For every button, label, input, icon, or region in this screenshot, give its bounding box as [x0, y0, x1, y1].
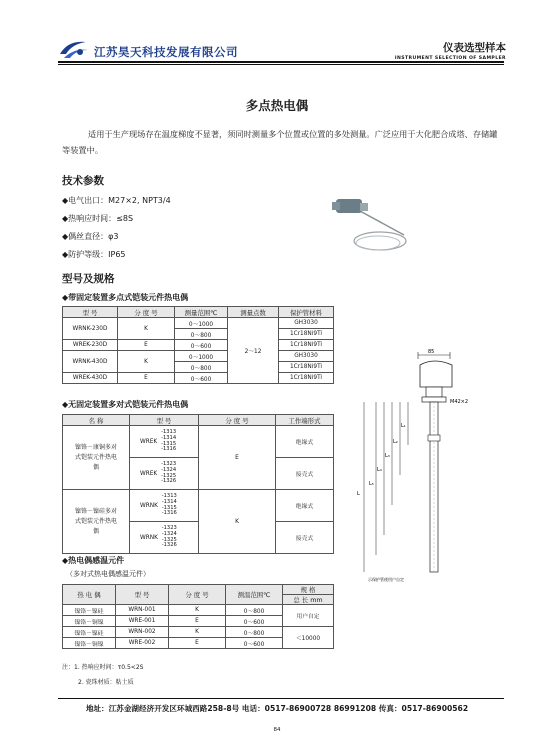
- cell-mat: 1Cr18Ni9Ti: [279, 373, 334, 384]
- spec-item: ◆电气出口：M27×2, NPT3/4: [62, 196, 171, 205]
- spec-item: ◆偶丝直径：φ3: [62, 232, 119, 241]
- cell-grad: K: [169, 605, 226, 616]
- cell-grad: E: [199, 426, 276, 490]
- model-prefix: WRNK: [140, 534, 158, 541]
- cell-tc: 镍铬－铜镍: [63, 616, 116, 627]
- model-code: -1314: [161, 434, 177, 441]
- col-header: 分 度 号: [118, 307, 175, 318]
- col-header: 分 度 号: [199, 415, 276, 426]
- cell-grad: K: [118, 351, 175, 373]
- cell-model: WRE-002: [116, 638, 169, 649]
- model-code: -1315: [161, 504, 177, 511]
- cell-range: 0～1000: [175, 351, 228, 362]
- dim-length-label: L: [357, 491, 360, 497]
- table-sensing-element: [62, 584, 334, 649]
- cell-name: 镍铬－康铜多对式铠装元件热电偶: [63, 426, 130, 490]
- cell-mat: 1Cr18Ni9Ti: [279, 362, 334, 373]
- cell-mat: GH3030: [279, 351, 334, 362]
- company-logo: [58, 38, 90, 60]
- cell-tc: 镍铬－铜镍: [63, 638, 116, 649]
- cell-model: WRN-001: [116, 605, 169, 616]
- col-header: 型 号: [116, 585, 169, 605]
- footer-contact: 地址：江苏金湖经济开发区环城西路258-8号 电话：0517-86900728 86991208 传真：0517-86900562: [85, 704, 469, 713]
- model-code: -1323: [161, 525, 177, 532]
- cell-mat: 1Cr18Ni9Ti: [279, 340, 334, 351]
- cell-mat: 1Cr18Ni9Ti: [279, 329, 334, 340]
- model-code: -1316: [161, 510, 177, 517]
- model-code: -1325: [161, 472, 177, 479]
- dim-length-label: L₅: [369, 481, 374, 487]
- model-code: -1313: [161, 429, 177, 436]
- cell-length: ＜10000: [283, 627, 334, 649]
- cell-model-group: [130, 522, 199, 554]
- intro-paragraph: 适用于生产现场存在温度梯度不显著，须同时测量多个位置或位置的多处测量。广泛应用于大化肥合成塔、存储罐等装置中。: [62, 129, 498, 155]
- doc-title-cn: 仪表选型样本: [443, 42, 506, 54]
- model-code: -1325: [161, 536, 177, 543]
- cell-grad: E: [118, 373, 175, 384]
- model-code: -1326: [161, 478, 177, 485]
- cell-model-group: [130, 426, 199, 458]
- model-code: -1326: [161, 542, 177, 549]
- dim-width-label: 85: [428, 349, 435, 355]
- cell-range: 0～600: [226, 616, 283, 627]
- model-prefix: WRNK: [140, 502, 158, 509]
- col-header: 保护管材料: [279, 307, 334, 318]
- cell-model-group: [130, 490, 199, 522]
- model-code: -1313: [161, 493, 177, 500]
- cell-model: WREK-430D: [63, 373, 118, 384]
- model-codes: [161, 462, 176, 484]
- model-code: -1323: [161, 461, 177, 468]
- header-rule-thin: [58, 64, 504, 65]
- doc-title-en: INSTRUMENT SELECTION OF SAMPLER: [394, 56, 506, 61]
- models-heading: 型号及规格: [62, 273, 115, 285]
- cell-grad: K: [118, 318, 175, 340]
- model-codes: [161, 430, 176, 452]
- spec-item: ◆热响应时间：≤8S: [62, 214, 134, 223]
- cell-points: 2～12: [228, 318, 279, 384]
- col-header: 型 号: [63, 307, 118, 318]
- cell-range: 0～800: [175, 362, 228, 373]
- cell-grad: E: [118, 340, 175, 351]
- table1-caption: ◆带固定装置多点式铠装元件热电偶: [62, 293, 189, 302]
- note: 2. 瓷珠材质：粘土质: [78, 679, 134, 686]
- cell-model: WRNK-230D: [63, 318, 118, 340]
- model-code: -1324: [161, 530, 177, 537]
- col-header: 测量点数: [228, 307, 279, 318]
- table3-subcaption: （多对式热电偶感温元件）: [66, 570, 150, 578]
- cell-tc: 镍铬－镍硅: [63, 627, 116, 638]
- model-codes: [162, 526, 177, 548]
- model-code: -1324: [161, 466, 177, 473]
- table-fixed-multipoint: [62, 306, 334, 384]
- model-prefix: WREK: [140, 470, 158, 477]
- cell-range: 0～800: [175, 329, 228, 340]
- cell-mat: GH3030: [279, 318, 334, 329]
- model-code: -1314: [161, 498, 177, 505]
- cell-range: 0～600: [175, 373, 228, 384]
- cell-grad: K: [169, 627, 226, 638]
- cell-range: 0～600: [175, 340, 228, 351]
- model-codes: [162, 494, 177, 516]
- col-header: 测温范围℃: [226, 585, 283, 605]
- cell-grad: E: [169, 638, 226, 649]
- drawing-caption: 示保护管使用户自定: [368, 577, 404, 582]
- model-code: -1315: [161, 440, 177, 447]
- thread-label: M42×2: [450, 399, 469, 405]
- cell-model-group: [130, 458, 199, 490]
- cell-model: WRNK-430D: [63, 351, 118, 373]
- col-header: 规 格: [283, 585, 334, 595]
- cell-grad: K: [199, 490, 276, 554]
- cell-length: 用户自定: [283, 605, 334, 627]
- cell-range: 0～1000: [175, 318, 228, 329]
- cell-range: 0～800: [226, 627, 283, 638]
- dim-length-label: L₂: [393, 439, 398, 445]
- dim-length-label: L₃: [385, 453, 390, 459]
- col-header: 工作端形式: [276, 415, 334, 426]
- cell-form: 接壳式: [276, 458, 334, 490]
- cell-form: 绝缘式: [276, 426, 334, 458]
- col-header: 名 称: [63, 415, 130, 426]
- dim-length-label: L₄: [377, 467, 382, 473]
- dim-length-label: L₁: [401, 423, 406, 429]
- cell-range: 0～800: [226, 605, 283, 616]
- cell-form: 绝缘式: [276, 490, 334, 522]
- product-photo: [320, 185, 410, 265]
- technical-drawing: [348, 345, 508, 595]
- footer-rule: [58, 698, 504, 699]
- tech-heading: 技术参数: [62, 175, 104, 187]
- col-header: 型 号: [130, 415, 199, 426]
- cell-model: WRN-002: [116, 627, 169, 638]
- table-multipair: [62, 414, 334, 554]
- model-code: -1316: [161, 446, 177, 453]
- col-header: 分 度 号: [169, 585, 226, 605]
- spec-item: ◆防护等级：IP65: [62, 250, 126, 259]
- table2-caption: ◆无固定装置多对式铠装元件热电偶: [62, 400, 189, 409]
- model-prefix: WREK: [140, 438, 158, 445]
- note: 注：1. 热响应时间：τ0.5<2S: [62, 664, 144, 671]
- doc-title: [395, 40, 506, 61]
- page-title: 多点热电偶: [245, 98, 309, 113]
- cell-grad: E: [169, 616, 226, 627]
- cell-name: 镍铬－镍硅多对式铠装元件热电偶: [63, 490, 130, 554]
- cell-range: 0～600: [226, 638, 283, 649]
- page-number: 84: [273, 727, 281, 733]
- col-header: 总 长 mm: [283, 595, 334, 605]
- col-header: 热 电 偶: [63, 585, 116, 605]
- cell-form: 接壳式: [276, 522, 334, 554]
- col-header: 测量范围℃: [175, 307, 228, 318]
- header-rule: [58, 61, 504, 63]
- company-name: 江苏昊天科技发展有限公司: [94, 45, 238, 59]
- cell-model: WREK-230D: [63, 340, 118, 351]
- cell-tc: 镍铬－镍硅: [63, 605, 116, 616]
- table3-caption: ◆热电偶感温元件: [62, 556, 125, 565]
- cell-model: WRE-001: [116, 616, 169, 627]
